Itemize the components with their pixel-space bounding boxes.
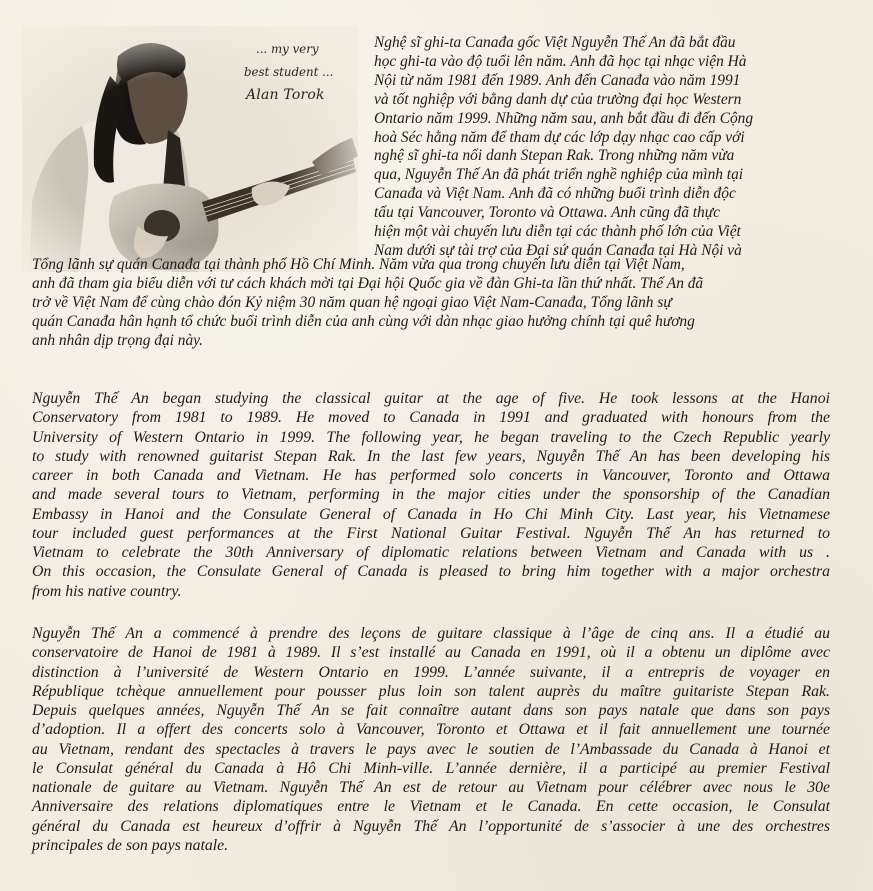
- fr-line: général du Canada est heureux d’offrir à Nguyễn Thế An l’opportunité de s’associer à une des orchestres: [32, 817, 830, 835]
- vn-wide-line: quán Canađa hân hạnh tổ chức buổi trình diễn của anh cùng với dàn nhạc giao hưởng chính tại quê hương: [32, 312, 695, 330]
- vn-wide-line: trở về Việt Nam để cùng chào đón Kỷ niệm 30 năm quan hệ ngoại giao Việt Nam-Canađa, Tổng lãnh sự: [32, 293, 672, 311]
- vn-side-line: Canađa và Việt Nam. Anh đã có những buổi trình diễn độc: [374, 185, 736, 203]
- vn-wide-line: Tổng lãnh sự quán Canađa tại thành phố Hồ Chí Minh. Năm vừa qua trong chuyến lưu diễn tại Việt Nam,: [32, 256, 685, 273]
- en-line: Nguyễn Thế An began studying the classical guitar at the age of five. He took lessons at the Hanoi: [32, 390, 830, 407]
- en-line: from his native country.: [32, 582, 182, 600]
- fr-line: République tchèque annuellement pour pousser plus loin son talent auprès du maître guitariste Stepan Rak.: [32, 682, 830, 700]
- fr-line: d’adoption. Il a offert des concerts solo à Vancouver, Toronto et Ottawa et il fait annuellement une tournée: [32, 721, 830, 739]
- fr-line: Depuis quelques années, Nguyễn Thế An se fait connaître autant dans son pays natale que dans son pays: [32, 702, 830, 719]
- fr-line: au Vietnam, rendant des spectacles à travers le pays avec le soutien de l’Ambassade du Canada à Hanoi et: [32, 740, 830, 758]
- fr-line: conservatoire de Hanoi de 1981 à 1989. Il s’est installé au Canada en 1991, où il a obtenu un diplôme avec: [32, 644, 830, 662]
- student-quote: [234, 38, 354, 107]
- en-line: career in both Canada and Vietnam. He has performed solo concerts in Vancouver, Toronto and Ottawa: [32, 467, 830, 484]
- vn-side-line: qua, Nguyễn Thế An đã phát triển nghề nghiệp của mình tại: [374, 166, 744, 184]
- vietnamese-paragraph-wide: [32, 256, 832, 351]
- en-line: Vietnam to celebrate the 30th Anniversary of diplomatic relations between Vietnam and Canada with us .: [32, 544, 830, 561]
- vn-side-line: hoà Séc hằng năm để tham dự các lớp dạy nhạc cao cấp với: [374, 128, 745, 146]
- vn-side-line: học ghi-ta vào độ tuổi lên năm. Anh đã học tại nhạc viện Hà: [374, 52, 747, 70]
- vn-side-line: Ontario năm 1999. Những năm sau, anh bắt đầu đi đến Cộng: [374, 109, 754, 127]
- en-line: Conservatory from 1981 to 1989. He moved to Canada in 1991 and graduated with honours from the: [32, 409, 830, 427]
- vn-wide-line: anh đã tham gia biểu diễn với tư cách khách mời tại Đại hội Quốc gia về đàn Ghi-ta lần thứ nhất. Thế An đã: [32, 274, 704, 292]
- english-paragraph: [32, 389, 830, 601]
- quote-line-2: best student ...: [244, 65, 334, 79]
- en-line: and made several tours to Vietnam, performing in the major cities under the sponsorship of the Canadian: [32, 486, 830, 504]
- vn-side-line: tấu tại Vancouver, Toronto và Ottawa. Anh cũng đã thực: [374, 204, 720, 222]
- fr-line: principales de son pays natale.: [32, 836, 229, 854]
- en-line: Embassy in Hanoi and the Consulate General of Canada in Ho Chi Minh City. Last year, his Vietnamese: [32, 505, 830, 523]
- vn-side-line: hiện một vài chuyến lưu diễn tại các thành phố lớn của Việt: [374, 223, 741, 241]
- quote-line-1: ... my very: [256, 42, 319, 56]
- en-line: tour included guest performances at the First National Guitar Festival. Nguyễn Thế An has returned to: [32, 524, 830, 542]
- french-paragraph: [32, 624, 830, 855]
- vn-side-line: nghệ sĩ ghi-ta nổi danh Stepan Rak. Trong những năm vừa: [374, 147, 735, 165]
- vn-side-line: Nội từ năm 1981 đến 1989. Anh đến Canađa vào năm 1991: [374, 71, 741, 89]
- en-line: On this occasion, the Consulate General of Canada is pleased to bring him together with a major orchestra: [32, 563, 830, 581]
- fr-line: distinction à l’université de Western Ontario en 1999. L’année suivante, il a entrepris de voyager en: [32, 663, 830, 681]
- vn-wide-line: anh nhân dịp trọng đại này.: [32, 331, 204, 349]
- fr-line: le Consulat général du Canada à Hô Chi Minh-ville. L’année dernière, il a participé au premier Festival: [32, 759, 830, 777]
- quote-signature: Alan Torok: [246, 87, 325, 103]
- vn-side-line: và tốt nghiệp với bằng danh dự của trường đại học Western: [374, 90, 742, 108]
- vn-side-line: Nghệ sĩ ghi-ta Canađa gốc Việt Nguyễn Thế An đã bắt đầu: [374, 34, 736, 51]
- vietnamese-paragraph-side: [374, 34, 831, 261]
- fr-line: nationale de guitare au Vietnam. Nguyễn Thế An est de retour au Vietnam pour célébrer avec nous le 30e: [32, 779, 830, 796]
- fr-line: Anniversaire des relations diplomatiques entre le Vietnam et le Canada. En cette occasion, le Consulat: [32, 798, 830, 816]
- en-line: to study with renowned guitarist Stepan Rak. In the last few years, Nguyễn Thế An has been developing his: [32, 447, 830, 465]
- fr-line: Nguyễn Thế An a commencé à prendre des leçons de guitare classique à l’âge de cinq ans. Il a étudié au: [32, 625, 830, 642]
- en-line: University of Western Ontario in 1999. The following year, he began traveling to the Czech Republic yearly: [32, 428, 830, 446]
- vn-side-line: Nam dưới sự tài trợ của Đại sứ quán Canađa tại Hà Nội và: [374, 241, 742, 259]
